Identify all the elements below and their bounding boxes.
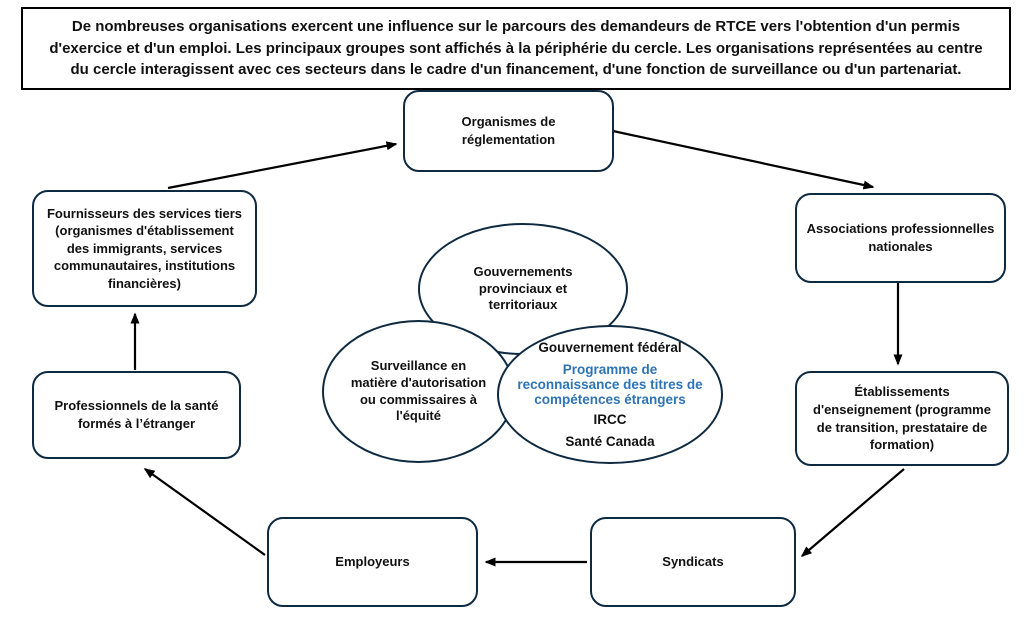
ellipse-provincial-label: Gouvernements provinciaux et territoriaux — [473, 263, 573, 313]
node-etablissements-label: Établissements d'enseignement (programme de transition, prestataire de formation) — [813, 384, 991, 453]
ellipse-surveillance-autorisation — [322, 320, 515, 463]
arrow-etablissements-to-syndicats — [802, 469, 904, 556]
node-syndicats-label: Syndicats — [662, 554, 724, 570]
node-professionnels-sante — [32, 371, 241, 459]
node-organismes-label: Organismes de réglementation — [461, 114, 556, 147]
arrow-employeurs-to-professionnels — [145, 469, 265, 555]
node-syndicats — [590, 517, 796, 607]
node-fournisseurs-label: Fournisseurs des services tiers (organismes d'établissement des immigrants, services communautaires, institutions financières) — [46, 205, 243, 291]
node-employeurs — [267, 517, 478, 607]
node-employeurs-label: Employeurs — [335, 554, 410, 570]
federal-ircc: IRCC — [593, 412, 627, 428]
node-associations-professionnelles — [795, 193, 1006, 283]
node-associations-label: Associations professionnelles nationales — [806, 221, 995, 254]
arrow-fournisseurs-to-organismes — [168, 144, 396, 188]
node-etablissements-enseignement — [795, 371, 1009, 466]
ellipse-gouvernement-federal — [497, 325, 723, 464]
federal-title: Gouvernement fédéral — [538, 339, 682, 355]
node-organismes-de-reglementation — [403, 90, 614, 172]
header-caption-text: De nombreuses organisations exercent une influence sur le parcours des demandeurs de RTCE vers l'obtention d'un permis d'exercice et d'un emploi. Les principaux groupes sont affichés à la périphérie du cercle. Les organisations représentées au centre du cercle interagissent avec ces secteurs dans le cadre d'un financement, d'une fonction de surveillance ou d'un partenariat. — [49, 18, 983, 79]
node-fournisseurs-services-tiers — [32, 190, 257, 307]
ellipse-surveillance-label: Surveillance en matière d'autorisation ou commissaires à l'équité — [350, 357, 487, 424]
node-professionnels-label: Professionnels de la santé formés à l’étranger — [54, 398, 219, 431]
federal-sante-canada: Santé Canada — [565, 433, 655, 449]
arrow-organismes-to-associations — [613, 131, 873, 187]
federal-program-rtce: Programme de reconnaissance des titres de compétences étrangers — [517, 362, 703, 408]
